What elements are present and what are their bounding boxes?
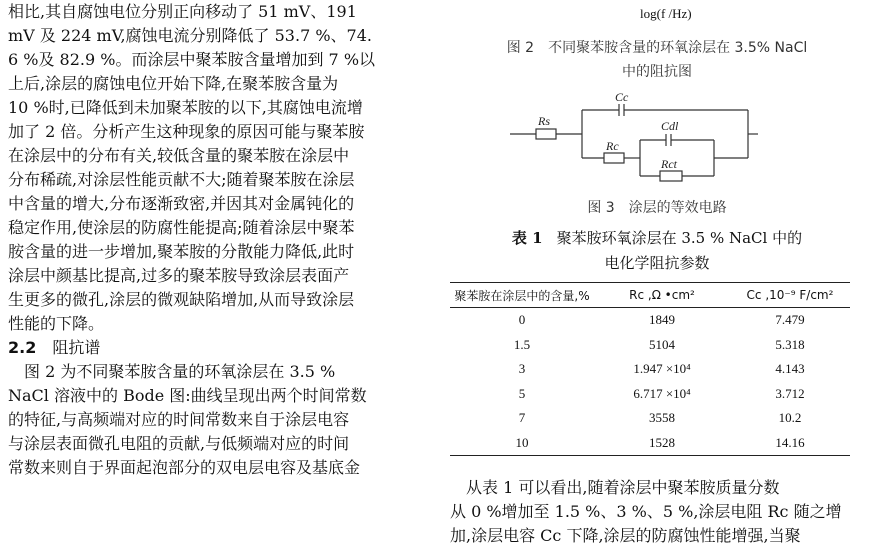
equivalent-circuit-diagram [500,92,760,192]
paragraph-table-analysis [450,476,860,548]
column-header: 聚苯胺在涂层中的含量,% [450,283,594,308]
text-line: 上后,涂层的腐蚀电位开始下降,在聚苯胺含量为 [8,74,339,93]
table-cell: 10.2 [778,410,802,426]
table-cell: 10 [450,431,594,456]
table-row [450,406,850,431]
text-line: 相比,其自腐蚀电位分别正向移动了 51 mV、191 [8,2,357,21]
text-line: 生更多的微孔,涂层的微观缺陷增加,从而导致涂层 [8,290,355,309]
table-row [450,382,850,407]
figure2-caption-line: 中的阻抗图 [622,64,692,80]
text-line: 加了 2 倍。分析产生这种现象的原因可能与聚苯胺 [8,122,365,141]
section-heading [8,336,416,360]
paragraph-corrosion [8,0,416,336]
text-line: 与涂层表面微孔电阻的贡献,与低频端对应的时间 [8,434,350,453]
table-cell: 7.479 [775,312,805,328]
table-cell: 4.143 [775,361,805,377]
text-line: 6 %及 82.9 %。而涂层中聚苯胺含量增加到 7 %以 [8,50,376,69]
table-cell: 5 [518,385,526,401]
text-line: 稳定作用,使涂层的防腐性能提高;随着涂层中聚苯 [8,218,355,237]
text-line: 涂层中颜基比提高,过多的聚苯胺导致涂层表面产 [8,266,350,285]
table-header-row [450,283,850,308]
section-title: 阻抗谱 [52,338,101,357]
table-row [450,308,850,333]
table1-number: 表 1 [511,229,543,247]
table-row [450,357,850,382]
table-cell: 3 [518,361,526,377]
figure2-caption-line: 图 2 不同聚苯胺含量的环氧涂层在 3.5% NaCl [506,40,808,56]
figure3-caption: 图 3 涂层的等效电路 [587,200,727,216]
table1-title-line2: 电化学阻抗参数 [604,254,710,272]
table-cell: 1.947 ×10⁴ [633,361,691,377]
text-line: 加,涂层电容 Cc 下降,涂层的防腐蚀性能增强,当聚 [450,526,801,545]
cc-label: Cc [615,92,629,104]
figure2-axis-label: log(f /Hz) [640,6,692,21]
table-cell: 6.717 ×10⁴ [633,385,691,401]
text-line: 中含量的增大,分布逐渐致密,并因其对金属钝化的 [8,194,355,213]
rc-label: Rc [606,139,619,153]
table-cell: 14.16 [730,431,850,456]
column-header: Rc ,Ω •cm² [594,283,730,308]
text-line: mV 及 224 mV,腐蚀电流分别降低了 53.7 %、74. [8,26,372,45]
text-line: 性能的下降。 [8,314,105,333]
table-row [450,431,850,456]
section-number: 2.2 [8,338,37,357]
rs-resistor [536,129,556,139]
left-column [8,0,416,480]
column-header: Cc ,10⁻⁹ F/cm² [730,283,850,308]
impedance-parameters-table [450,282,850,456]
table-cell: 1528 [594,431,730,456]
paragraph-impedance [8,360,416,480]
rct-resistor [660,171,682,181]
table-cell: 1.5 [513,336,531,352]
table-cell: 7 [518,410,526,426]
text-line: 分布稀疏,对涂层性能贡献不大;随着聚苯胺在涂层 [8,170,355,189]
table-row [450,333,850,358]
text-line: 在涂层中的分布有关,较低含量的聚苯胺在涂层中 [8,146,350,165]
text-line: 常数来则自于界面起泡部分的双电层电容及基底金 [8,458,361,477]
rc-resistor [604,153,624,163]
table1-caption [452,226,862,276]
text-line: 从表 1 可以看出,随着涂层中聚苯胺质量分数 [450,478,780,497]
text-line: 的特征,与高频端对应的时间常数来自于涂层电容 [8,410,350,429]
text-line: 从 0 %增加至 1.5 %、3 %、5 %,涂层电阻 Rc 随之增 [450,502,842,521]
table1-title: 聚苯胺环氧涂层在 3.5 % NaCl 中的 [556,229,803,247]
table-cell: 3.712 [775,385,805,401]
figure2-caption [452,36,862,84]
text-line: 图 2 为不同聚苯胺含量的环氧涂层在 3.5 % [8,362,336,381]
text-line: 10 %时,已降低到未加聚苯胺的以下,其腐蚀电流增 [8,98,363,117]
rct-label: Rct [661,157,677,171]
rs-label: Rs [538,114,550,128]
table-cell: 0 [518,312,526,328]
cdl-label: Cdl [661,119,679,133]
table-cell: 1849 [649,312,675,328]
table-cell: 5104 [649,336,675,352]
text-line: NaCl 溶液中的 Bode 图:曲线呈现出两个时间常数 [8,386,367,405]
table-cell: 5.318 [775,336,805,352]
text-line: 胺含量的进一步增加,聚苯胺的分散能力降低,此时 [8,242,355,261]
table-cell: 3558 [649,410,675,426]
